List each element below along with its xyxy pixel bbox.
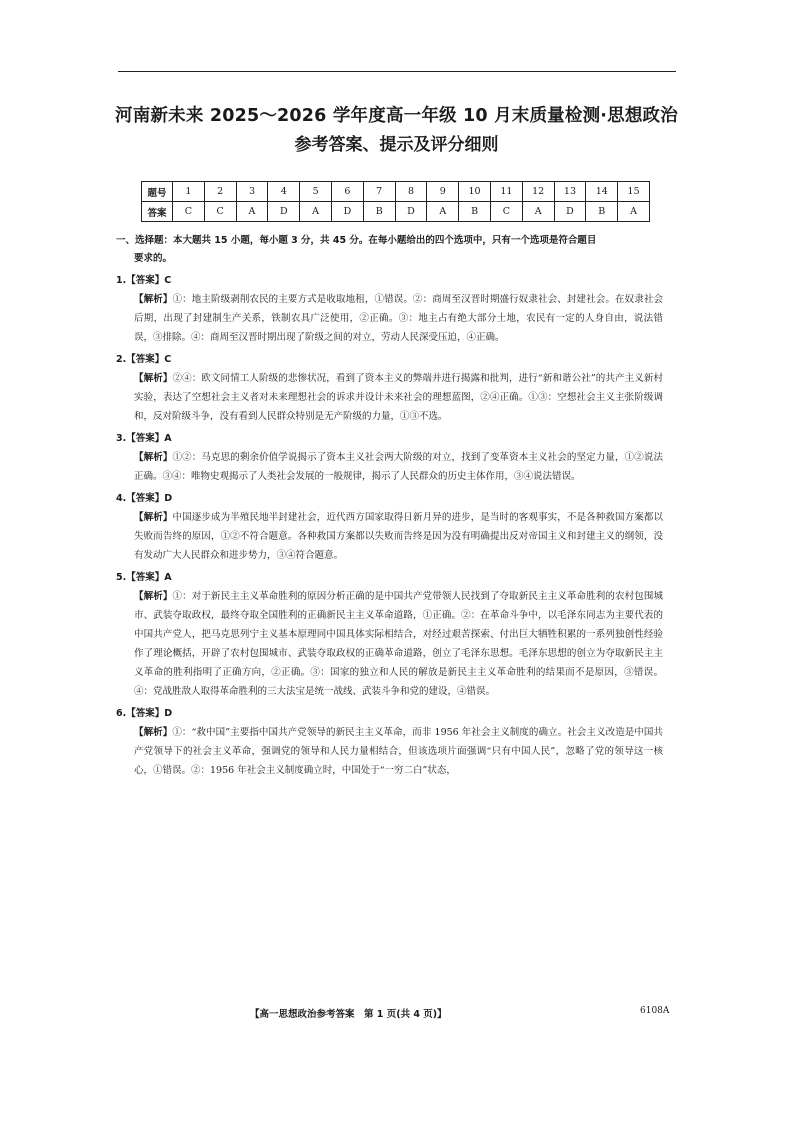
- explanation-label: 【解析】: [134, 294, 173, 305]
- question-explanation: [116, 290, 663, 347]
- question-answer: 1.【答案】C: [116, 275, 172, 286]
- table-cell-number: 3: [236, 182, 268, 202]
- answer-content: [116, 232, 663, 780]
- question-block: [116, 704, 663, 780]
- table-cell-number: 6: [331, 182, 363, 202]
- table-cell-number: 8: [395, 182, 427, 202]
- table-cell-answer: A: [236, 202, 268, 222]
- page-title: 河南新未来 2025～2026 学年度高一年级 10 月末质量检测·思想政治: [115, 106, 678, 126]
- answer-table: [141, 181, 650, 222]
- section-heading-line1: 一、选择题：本大题共 15 小题，每小题 3 分，共 45 分。在每小题给出的四个选项中，只有一个选项是符合题目: [116, 235, 597, 246]
- table-cell-answer: A: [427, 202, 459, 222]
- section-heading-line2: 要求的。: [134, 253, 173, 264]
- question-explanation: [116, 448, 663, 486]
- question-answer: 5.【答案】A: [116, 572, 172, 583]
- table-cell-number: 2: [204, 182, 236, 202]
- table-cell-number: 1: [173, 182, 205, 202]
- table-cell-number: 15: [618, 182, 650, 202]
- question-explanation: [116, 369, 663, 426]
- table-cell-number: 14: [586, 182, 618, 202]
- table-cell-answer: C: [204, 202, 236, 222]
- table-cell-number: 4: [268, 182, 300, 202]
- section-heading: [116, 232, 663, 268]
- table-cell-number: 12: [522, 182, 554, 202]
- question-answer: 4.【答案】D: [116, 493, 173, 504]
- question-answer: 3.【答案】A: [116, 433, 172, 444]
- question-block: [116, 489, 663, 565]
- document-code: 6108A: [640, 1006, 670, 1016]
- table-cell-answer: B: [586, 202, 618, 222]
- explanation-text: ②④：欧文同情工人阶级的悲惨状况，看到了资本主义的弊端并进行揭露和批判，进行“新和谐公社”的共产主义新村实验，表达了空想社会主义者对未来理想社会的诉求并设计未来社会的理想蓝图，②④正确。①③：空想社会主义主张阶级调和，反对阶级斗争，没有看到人民群众特别是无产阶级的力量，①③不选。: [134, 373, 663, 422]
- table-cell-answer: D: [331, 202, 363, 222]
- question-explanation: [116, 508, 663, 565]
- table-header-answer: 答案: [142, 202, 173, 222]
- table-cell-number: 5: [300, 182, 332, 202]
- question-explanation: [116, 723, 663, 780]
- question-block: [116, 568, 663, 701]
- table-cell-answer: A: [522, 202, 554, 222]
- table-header-number: 题号: [142, 182, 173, 202]
- explanation-text: ①：“救中国”主要指中国共产党领导的新民主主义革命，而非 1956 年社会主义制度的确立。社会主义改造是中国共产党领导下的社会主义革命，强调党的领导和人民力量相结合，但该选项片面强调“只有中国人民”，忽略了党的领导这一核心，①错误。②：1956 年社会主义制度确立时，中国处于“一穷二白”状态，: [134, 727, 663, 776]
- top-rule: [118, 71, 676, 72]
- table-cell-answer: D: [554, 202, 586, 222]
- table-cell-answer: D: [395, 202, 427, 222]
- table-cell-answer: A: [618, 202, 650, 222]
- table-cell-answer: A: [300, 202, 332, 222]
- page-subtitle: 参考答案、提示及评分细则: [294, 135, 499, 155]
- explanation-text: 中国逐步成为半殖民地半封建社会，近代西方国家取得日新月异的进步，是当时的客观事实，不是各种救国方案都以失败而告终的原因，①②不符合题意。各种救国方案都以失败而告终是因为没有明确提出反对帝国主义和封建主义的纲领，没有发动广大人民群众和进步势力，③④符合题意。: [134, 512, 663, 561]
- question-explanation: [116, 587, 663, 701]
- question-block: [116, 271, 663, 347]
- table-cell-number: 7: [363, 182, 395, 202]
- explanation-label: 【解析】: [134, 512, 173, 523]
- answer-table-answer-row: [142, 202, 650, 222]
- explanation-label: 【解析】: [134, 373, 173, 384]
- explanation-text: ①②：马克思的剩余价值学说揭示了资本主义社会两大阶级的对立，找到了变革资本主义社会的坚定力量，①②说法正确。③④：唯物史观揭示了人类社会发展的一般规律，揭示了人民群众的历史主体作用，③④说法错误。: [134, 452, 663, 482]
- table-cell-number: 10: [459, 182, 491, 202]
- table-cell-number: 11: [490, 182, 522, 202]
- page-footer: 【高一思想政治参考答案 第 1 页(共 4 页)】: [250, 1009, 447, 1020]
- question-block: [116, 429, 663, 486]
- table-cell-answer: D: [268, 202, 300, 222]
- explanation-label: 【解析】: [134, 591, 173, 602]
- answer-table-number-row: [142, 182, 650, 202]
- table-cell-answer: B: [459, 202, 491, 222]
- table-cell-number: 9: [427, 182, 459, 202]
- table-cell-answer: C: [490, 202, 522, 222]
- explanation-label: 【解析】: [134, 727, 173, 738]
- question-answer: 2.【答案】C: [116, 354, 172, 365]
- question-block: [116, 350, 663, 426]
- table-cell-answer: C: [173, 202, 205, 222]
- table-cell-number: 13: [554, 182, 586, 202]
- explanation-label: 【解析】: [134, 452, 173, 463]
- question-answer: 6.【答案】D: [116, 708, 173, 719]
- table-cell-answer: B: [363, 202, 395, 222]
- explanation-text: ①：对于新民主主义革命胜利的原因分析正确的是中国共产党带领人民找到了夺取新民主主义革命胜利的农村包围城市、武装夺取政权，最终夺取全国胜利的正确新民主主义革命道路，①正确。②：在革命斗争中，以毛泽东同志为主要代表的中国共产党人，把马克思列宁主义基本原理同中国具体实际相结合，对经过艰苦探索、付出巨大牺牲积累的一系列独创性经验作了理论概括，开辟了农村包围城市、武装夺取政权的正确革命道路，创立了毛泽东思想。毛泽东思想的创立为夺取新民主主义革命的胜利指明了正确方向，②正确。③：国家的独立和人民的解放是新民主主义革命胜利的结果而不是原因，③错误。④：党战胜敌人取得革命胜利的三大法宝是统一战线、武装斗争和党的建设，④错误。: [134, 591, 663, 697]
- explanation-text: ①：地主阶级剥削农民的主要方式是收取地租，①错误。②：商周至汉晋时期盛行奴隶社会、封建社会。在奴隶社会后期，出现了封建制生产关系，铁制农具广泛使用，②正确。③：地主占有绝大部分土地，农民有一定的人身自由，说法错误，③排除。④：商周至汉晋时期出现了阶级之间的对立，劳动人民深受压迫，④正确。: [134, 294, 663, 343]
